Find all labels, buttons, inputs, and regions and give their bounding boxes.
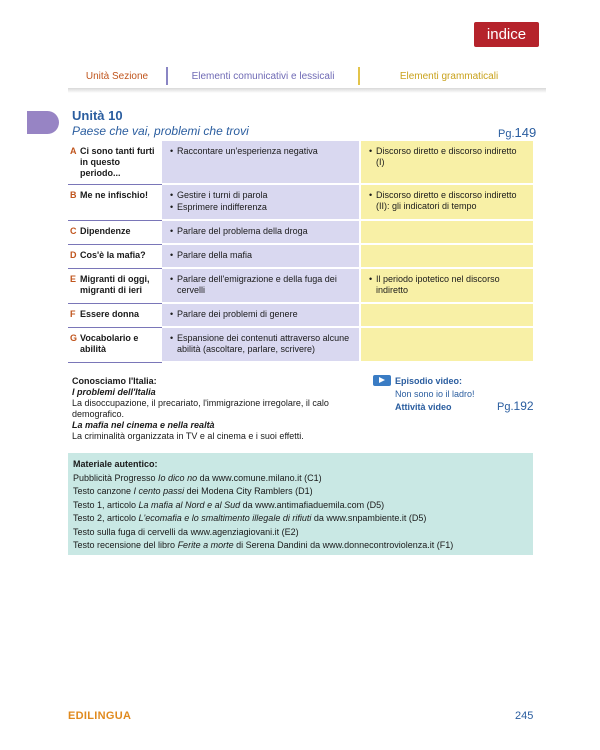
section-letter: D xyxy=(70,250,77,260)
index-tab[interactable] xyxy=(474,22,539,47)
section-cell xyxy=(68,328,162,363)
communicative-cell xyxy=(162,245,359,269)
conosciamo-topic-1: I problemi dell'Italia xyxy=(72,387,156,397)
section-letter: A xyxy=(70,146,77,156)
grammar-cell xyxy=(359,185,533,221)
section-name: Me ne infischio! xyxy=(80,190,149,200)
sections-table xyxy=(68,141,533,363)
materiale-item: Pubblicità Progresso Io dico no da www.comune.milano.it (C1) xyxy=(73,472,322,483)
communicative-item: • Raccontare un'esperienza negativa xyxy=(170,146,318,156)
video-page-number: 192 xyxy=(513,399,534,413)
section-cell xyxy=(68,221,162,245)
column-header-communicative: Elementi comunicativi e lessicali xyxy=(168,67,360,85)
section-letter: E xyxy=(70,274,77,284)
communicative-item: • Espansione dei contenuti attraverso alcune abilità (ascoltare, parlare, scrivere) xyxy=(170,333,350,354)
section-row[interactable] xyxy=(68,269,533,304)
communicative-cell xyxy=(162,185,359,221)
column-headers xyxy=(68,62,538,90)
section-letter: B xyxy=(70,190,77,200)
video-page-prefix: Pg. xyxy=(497,401,514,413)
communicative-item: • Parlare della mafia xyxy=(170,250,253,260)
communicative-item: • Parlare del problema della droga xyxy=(170,226,308,236)
communicative-item: • Gestire i turni di parola xyxy=(170,190,268,200)
section-name: Vocabolario e abilità xyxy=(80,333,139,354)
section-cell xyxy=(68,185,162,221)
section-name: Dipendenze xyxy=(80,226,131,236)
conosciamo-text-2: La criminalità organizzata in TV e al cinema e i suoi effetti. xyxy=(72,431,304,441)
unit-page-number: 149 xyxy=(514,125,537,140)
video-title: Non sono io il ladro! xyxy=(395,389,475,399)
section-row[interactable] xyxy=(68,328,533,363)
section-row[interactable] xyxy=(68,141,533,185)
grammar-cell xyxy=(359,221,533,245)
section-cell xyxy=(68,269,162,304)
communicative-cell xyxy=(162,304,359,328)
communicative-item: • Parlare dei problemi di genere xyxy=(170,309,298,319)
section-row[interactable] xyxy=(68,245,533,269)
communicative-cell xyxy=(162,141,359,185)
communicative-cell xyxy=(162,269,359,304)
column-header-grammar: Elementi grammaticali xyxy=(399,70,499,82)
grammar-cell xyxy=(359,328,533,363)
materiale-heading: Materiale autentico: xyxy=(73,459,158,469)
grammar-item: • Discorso diretto e discorso indiretto (I) xyxy=(369,146,517,167)
video-page-link[interactable] xyxy=(497,400,534,413)
section-letter: C xyxy=(70,226,77,236)
unit-page-prefix: Pg. xyxy=(498,128,515,140)
index-tab-label: indice xyxy=(486,26,527,43)
video-label: Episodio video: xyxy=(395,376,463,386)
grammar-cell xyxy=(359,141,533,185)
video-play-icon[interactable] xyxy=(373,375,391,386)
edilingua-logo: EDILINGUA xyxy=(68,710,132,722)
grammar-cell xyxy=(359,269,533,304)
unit-subtitle: Paese che vai, problemi che trovi xyxy=(72,124,249,138)
unit-marker xyxy=(27,111,59,134)
grammar-cell xyxy=(359,304,533,328)
section-cell xyxy=(68,245,162,269)
conosciamo-text-1: La disoccupazione, il precariato, l'immigrazione irregolare, il calo demografico. xyxy=(72,398,329,419)
grammar-cell xyxy=(359,245,533,269)
communicative-cell xyxy=(162,328,359,363)
grammar-item: • Il periodo ipotetico nel discorso indiretto xyxy=(369,274,500,295)
communicative-item: • Esprimere indifferenza xyxy=(170,202,267,212)
conosciamo-heading: Conosciamo l'Italia: xyxy=(72,376,157,386)
section-name: Ci sono tanti furti in questo periodo... xyxy=(80,146,155,178)
materiale-item: Testo recensione del libro Ferite a morte di Serena Dandini da www.donnecontroviolenza.it (F1) xyxy=(73,540,454,550)
materiale-item: Testo 2, articolo L'ecomafia e lo smaltimento illegale di rifiuti da www.snpambiente.it (D5) xyxy=(73,513,427,523)
section-cell xyxy=(68,304,162,328)
section-letter: G xyxy=(70,333,78,343)
materiale-item: Testo 1, articolo La mafia al Nord e al Sud da www.antimafiaduemila.com (D5) xyxy=(73,499,385,510)
section-row[interactable] xyxy=(68,221,533,245)
unit-title: Unità 10 xyxy=(72,108,123,123)
section-row[interactable] xyxy=(68,304,533,328)
conosciamo-italia xyxy=(72,376,362,442)
communicative-cell xyxy=(162,221,359,245)
section-letter: F xyxy=(70,309,76,319)
section-row[interactable] xyxy=(68,185,533,221)
materiale-autentico xyxy=(68,453,533,555)
communicative-item: • Parlare dell'emigrazione e della fuga dei cervelli xyxy=(170,274,337,295)
grammar-item: • Discorso diretto e discorso indiretto (II): gli indicatori di tempo xyxy=(369,190,517,211)
section-name: Cos'è la mafia? xyxy=(80,250,146,260)
conosciamo-topic-2: La mafia nel cinema e nella realtà xyxy=(72,420,215,430)
column-header-unit: Unità Sezione xyxy=(68,67,168,85)
section-name: Migranti di oggi, migranti di ieri xyxy=(80,274,150,295)
materiale-item: Testo sulla fuga di cervelli da www.agenziagiovani.it (E2) xyxy=(73,526,299,537)
materiale-list xyxy=(73,472,528,553)
materiale-item: Testo canzone I cento passi dei Modena City Ramblers (D1) xyxy=(73,486,313,496)
unit-page-link[interactable] xyxy=(498,125,536,140)
section-name: Essere donna xyxy=(80,309,140,319)
section-cell xyxy=(68,141,162,185)
page-number: 245 xyxy=(515,710,534,722)
video-activity: Attività video xyxy=(395,402,452,412)
